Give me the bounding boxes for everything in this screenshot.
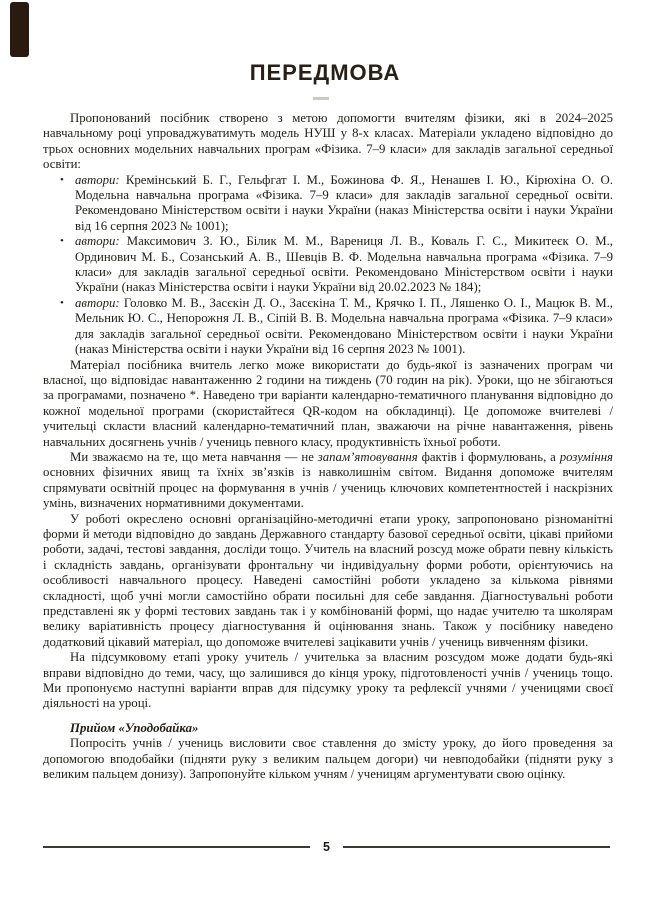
text-run: автори: bbox=[75, 172, 120, 187]
paragraph bbox=[43, 736, 613, 782]
text-run: На підсумковому етапі уроку учитель / учителька за власним розсудом може додати будь-які вправи відповідно до теми, часу, що залишився до кінця уроку, підготовленості учнів / учениць тощо. Ми пропонуємо наступні варіанти вправ для підсумку уроку та рефлексії учнями / ученицями своєї діяльності на уроці. bbox=[43, 650, 613, 711]
paragraph bbox=[43, 450, 613, 512]
text-run: Прийом «Уподобайка» bbox=[70, 720, 199, 735]
list-item bbox=[43, 173, 613, 235]
page-title: ПЕРЕДМОВА bbox=[249, 60, 401, 85]
body-text bbox=[43, 111, 613, 782]
text-run: автори: bbox=[75, 234, 120, 249]
title-block bbox=[0, 60, 650, 86]
text-run: Кремінський Б. Г., Гельфгат І. М., Божинова Ф. Я., Ненашев І. Ю., Кірюхіна О. О. Модельна навчальна програма «Фізика. 7–9 класи» для закладів загальної середньої освіти. Рекомендовано Міністерством освіти і науки України (наказ Міністерства освіти і науки України від 16 серпня 2023 № 1001); bbox=[75, 172, 613, 233]
text-run: запам’ятовування bbox=[317, 449, 418, 464]
bullet-marker: • bbox=[60, 235, 64, 248]
footer-rule-right bbox=[343, 846, 610, 848]
text-run: Головко М. В., Засєкін Д. О., Засєкіна Т. М., Крячко І. П., Ляшенко О. І., Мацюк В. М., Мельник Ю. С., Непорожня Л. В., Сіпій В. В. Модельна навчальна програма «Фізика. 7–9 класи» для закладів загальної середньої освіти. Рекомендовано Міністерством освіти і науки України (наказ Міністерства освіти і науки України від 16 серпня 2023 № 1001). bbox=[75, 295, 613, 357]
text-run: Ми зважаємо на те, що мета навчання — не bbox=[70, 449, 318, 464]
paragraph bbox=[43, 111, 613, 173]
paragraph bbox=[43, 650, 613, 712]
paragraph bbox=[43, 512, 613, 651]
page-number: 5 bbox=[323, 840, 330, 854]
text-run: Максимович З. Ю., Білик М. М., Варениця Л. В., Коваль Г. С., Микитеєк О. М., Ординович М. Б., Созанський А. В., Шевців В. Ф. Модельна навчальна програма «Фізика. 7–9 класи» для закладів загальної середньої освіти. Рекомендовано Міністерством освіти і науки України (наказ Міністерства освіти і науки України від 20.02.2023 № 184); bbox=[75, 234, 613, 295]
list-item bbox=[43, 296, 613, 358]
text-run: Пропонований посібник створено з метою допомогти вчителям фізики, які в 2024–2025 навчальному році упроваджуватимуть модель НУШ у 8-х класах. Матеріали укладено відповідно до трьох основних модельних навчальних програм «Фізика. 7–9 класи» для закладів загальної середньої освіти: bbox=[43, 111, 613, 172]
text-run: основних фізичних явищ та їхніх зв’язків із навколишнім світом. Видання допоможе вчителям спрямувати освітній процес на формування в учнів / учениць ключових компетентностей і наскрізних умінь, визначених нормативними документами. bbox=[43, 465, 613, 511]
bullet-marker: • bbox=[60, 173, 64, 186]
text-run: фактів і формулювань, а bbox=[417, 449, 560, 464]
text-run: У роботі окреслено основні організаційно-методичні етапи уроку, запропоновано різноманітні форми й методи відповідно до завдань Державного стандарту базової середньої освіти, цікаві прийоми роботи, задачі, тестові завдання, досліди тощо. Учитель на власний розсуд може обрати певну кількість і складність завдань, організувати фронтальну чи індивідуальну форми роботи, орієнтуючись на особливості навчального процесу. Наведені самостійні роботи укладено за кількома рівнями складності, щоб учні могли самостійно обрати посильні для себе завдання. Діагностувальні роботи представлені як у формі тестових завдань так і у комбінованій формі, що надає учителю та школярам велику варіативність процесу діагностування й оцінювання знань. Також у посібнику наведено додатковий цікавий матеріал, що допоможе вчителеві зацікавити учнів / учениць вивченням фізики. bbox=[43, 511, 613, 649]
list-item bbox=[43, 234, 613, 296]
text-run: автори: bbox=[75, 295, 120, 310]
bullet-marker: • bbox=[60, 296, 64, 309]
chapter-edge-tab bbox=[10, 2, 29, 57]
text-run: Попросіть учнів / учениць висловити своє ставлення до змісту уроку, до його проведення за допомогою вподобайки (підняти руку з великим пальцем догори) чи невподобайки (підняти руку з великим пальцем донизу). Запропонуйте кільком учням / ученицям аргументувати свою оцінку. bbox=[43, 736, 613, 782]
paragraph bbox=[43, 358, 613, 450]
text-run: Матеріал посібника вчитель легко може використати до будь-якої із зазначених програм чи власної, що відповідає навантаженню 2 години на тиждень (70 годин на рік). Уроки, що не збігаються за програмами, позначено *. Наведено три варіанти календарно-тематичного планування відповідно до кожної модельної програми (скористайтеся QR-кодом на обкладинці). Це допоможе вчителеві / учительці скласти власний календарно-тематичний план, зважаючи на річне навантаження, рівень навчальних досягнень учнів / учениць певного класу, продуктивність їхньої роботи. bbox=[43, 357, 613, 449]
page-footer bbox=[43, 840, 610, 854]
subheading bbox=[43, 721, 613, 736]
footer-rule-left bbox=[43, 846, 310, 848]
title-divider-mark bbox=[313, 97, 329, 100]
text-run: розуміння bbox=[559, 449, 613, 464]
